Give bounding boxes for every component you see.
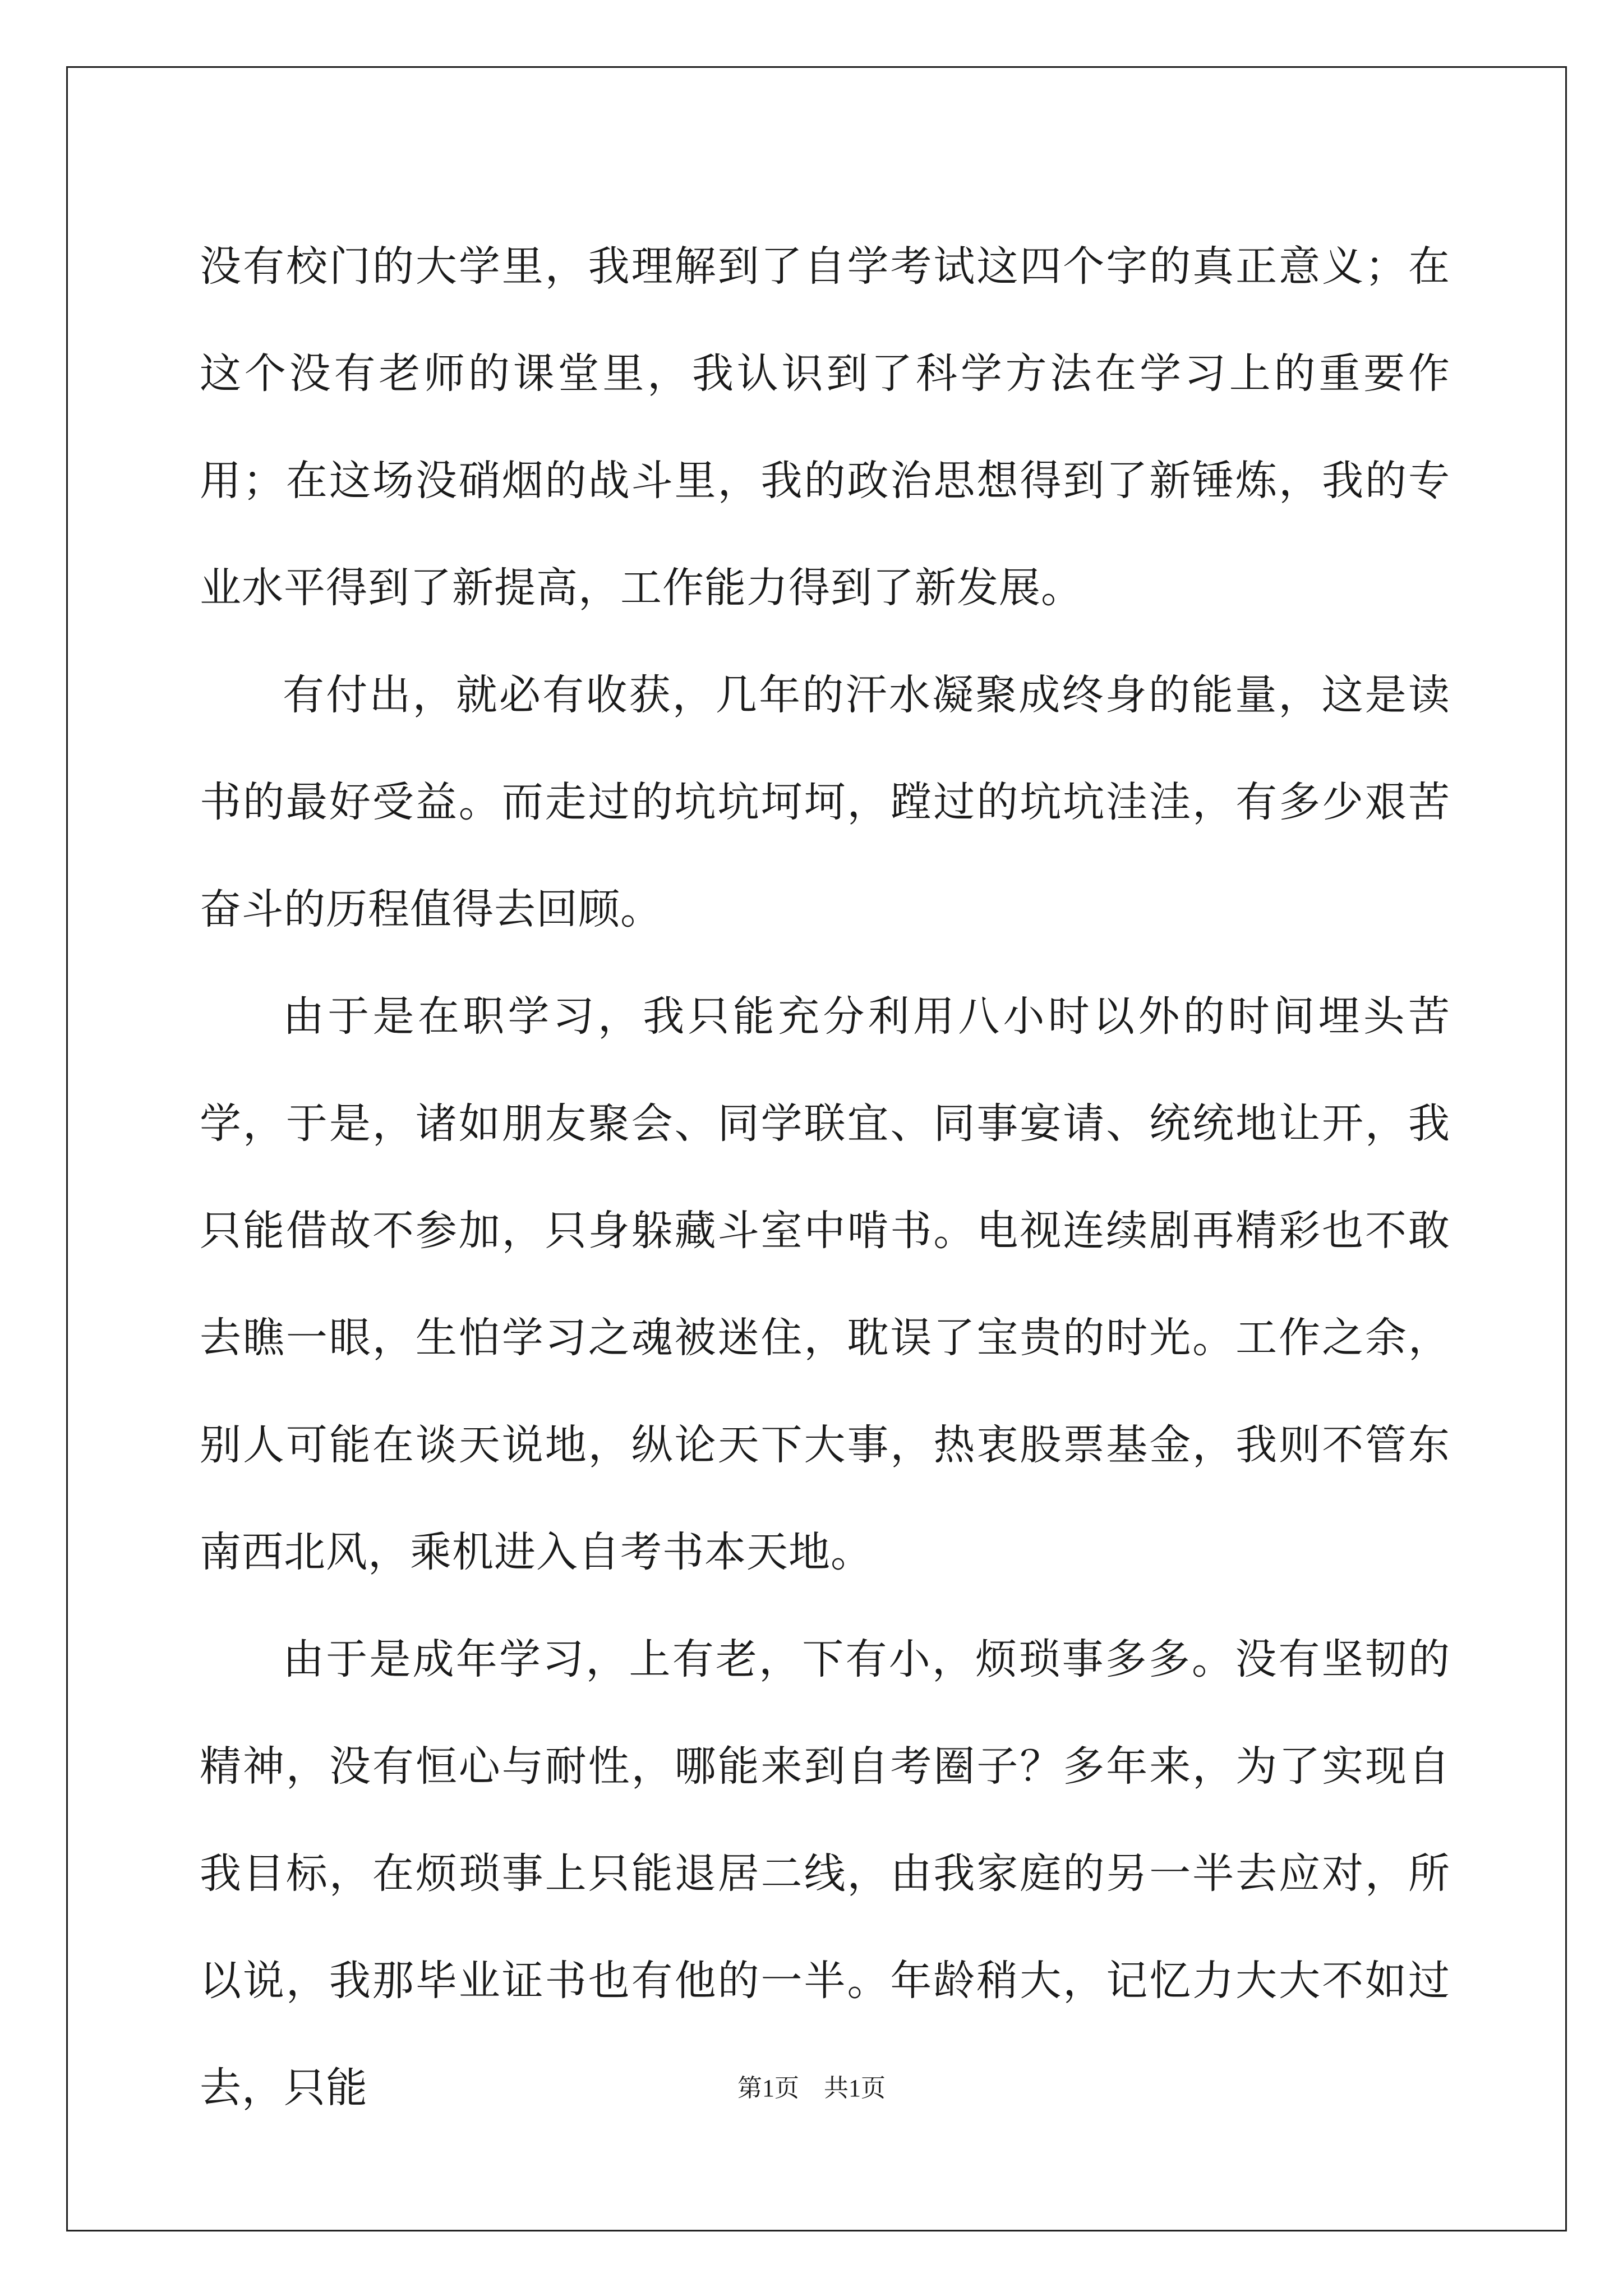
paragraph: 有付出，就必有收获，几年的汗水凝聚成终身的能量，这是读书的最好受益。而走过的坑坑坷坷，蹚过的坑坑洼洼，有多少艰苦奋斗的历程值得去回顾。 [200, 671, 1450, 933]
page-total: 共1页 [824, 2074, 886, 2102]
paragraph: 由于是成年学习，上有老，下有小，烦琐事多多。没有坚韧的精神，没有恒心与耐性，哪能来到自考圈子？多年来，为了实现自我目标，在烦琐事上只能退居二线，由我家庭的另一半去应对，所以说，我那毕业证书也有他的一半。年龄稍大，记忆力大大不如过去，只能 [200, 1635, 1450, 2112]
page-number: 第1页 [737, 2074, 799, 2102]
document-body [200, 213, 1450, 2142]
paragraph: 由于是在职学习，我只能充分利用八小时以外的时间埋头苦学，于是，诸如朋友聚会、同学联宜、同事宴请、统统地让开，我只能借故不参加，只身躲藏斗室中啃书。电视连续剧再精彩也不敢去瞧一眼，生怕学习之魂被迷住，耽误了宝贵的时光。工作之余，别人可能在谈天说地，纵论天下大事，热衷股票基金，我则不管东南西北风，乘机进入自考书本天地。 [200, 992, 1450, 1576]
page-footer [0, 2068, 1623, 2104]
paragraph: 没有校门的大学里，我理解到了自学考试这四个字的真正意义；在这个没有老师的课堂里，我认识到了科学方法在学习上的重要作用；在这场没硝烟的战斗里，我的政治思想得到了新锤炼，我的专业水平得到了新提高，工作能力得到了新发展。 [200, 242, 1450, 612]
